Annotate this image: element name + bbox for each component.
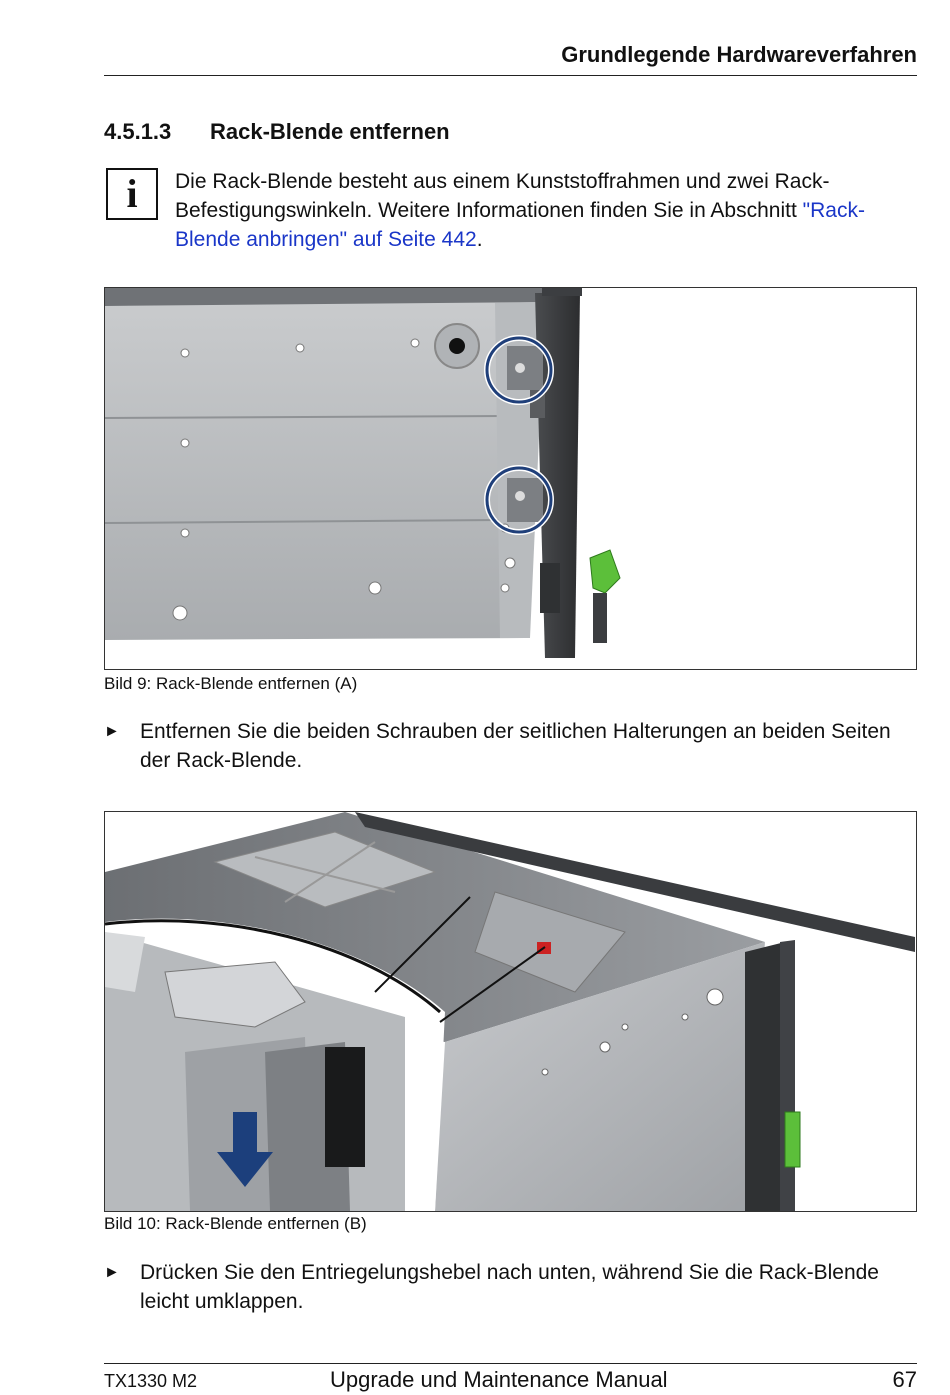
- instruction-step: [104, 1258, 916, 1316]
- footer-model: TX1330 M2: [104, 1371, 198, 1391]
- step-bullet: ►: [104, 723, 120, 740]
- figure-rack-bezel-a: [104, 287, 917, 670]
- step-text: Drücken Sie den Entriegelungshebel nach unten, während Sie die Rack-Blende leicht umklappen.: [140, 1261, 879, 1313]
- cross-reference-link[interactable]: "Rack-Blende anbringen" auf Seite 442: [175, 199, 865, 251]
- figure-rack-bezel-b: [104, 811, 917, 1212]
- figure-rack-bezel-b-illustration: [105, 812, 916, 1211]
- info-note-text: Die Rack-Blende besteht aus einem Kunststoffrahmen und zwei Rack-Befestigungswinkeln. Weitere Informationen finden Sie in Abschnitt: [175, 170, 830, 222]
- info-note: [175, 167, 915, 254]
- step-text: Entfernen Sie die beiden Schrauben der seitlichen Halterungen an beiden Seiten der Rack-Blende.: [140, 720, 891, 772]
- section-title: Rack-Blende entfernen: [210, 119, 450, 144]
- info-icon: [106, 168, 158, 220]
- figure-rack-bezel-a-illustration: [105, 288, 916, 669]
- section-number: 4.5.1.3: [104, 119, 172, 144]
- instruction-step: [104, 717, 916, 775]
- page-number: 67: [892, 1367, 917, 1392]
- header-divider: [104, 75, 917, 76]
- info-note-tail: .: [476, 228, 483, 251]
- info-icon-glyph: i: [126, 171, 138, 216]
- figure-caption: Bild 10: Rack-Blende entfernen (B): [104, 1214, 367, 1233]
- header-title: Grundlegende Hardwareverfahren: [561, 42, 917, 67]
- footer-manual-title: Upgrade und Maintenance Manual: [330, 1367, 668, 1392]
- footer-divider: [104, 1363, 917, 1364]
- figure-caption: Bild 9: Rack-Blende entfernen (A): [104, 674, 358, 693]
- step-bullet: ►: [104, 1264, 120, 1281]
